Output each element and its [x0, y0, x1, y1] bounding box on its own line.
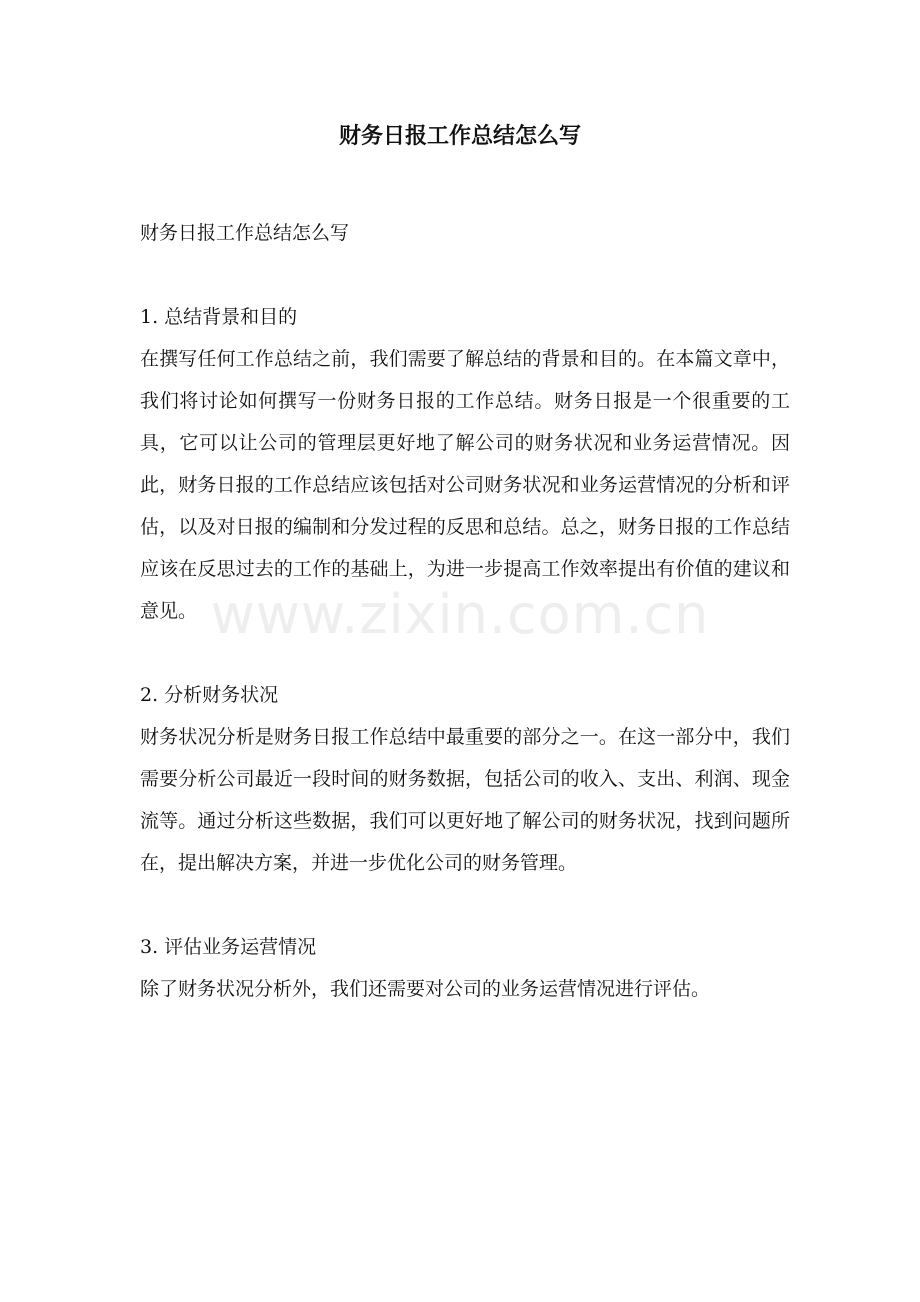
document-title: 财务日报工作总结怎么写	[338, 123, 581, 149]
section-financial-analysis	[140, 674, 790, 884]
section-heading: 1. 总结背景和目的	[140, 306, 298, 328]
section-heading: 2. 分析财务状况	[140, 684, 279, 706]
section-body: 财务状况分析是财务日报工作总结中最重要的部分之一。在这一部分中，我们需要分析公司最近一段时间的财务数据，包括公司的收入、支出、利润、现金流等。通过分析这些数据，我们可以更好地了解公司的财务状况，找到问题所在，提出解决方案，并进一步优化公司的财务管理。	[140, 726, 790, 874]
section-background-purpose	[140, 296, 790, 632]
section-body: 除了财务状况分析外，我们还需要对公司的业务运营情况进行评估。	[140, 978, 711, 1000]
section-operations-evaluation	[140, 926, 790, 1010]
section-body: 在撰写任何工作总结之前，我们需要了解总结的背景和目的。在本篇文章中，我们将讨论如何撰写一份财务日报的工作总结。财务日报是一个很重要的工具，它可以让公司的管理层更好地了解公司的财务状况和业务运营情况。因此，财务日报的工作总结应该包括对公司财务状况和业务运营情况的分析和评估，以及对日报的编制和分发过程的反思和总结。总之，财务日报的工作总结应该在反思过去的工作的基础上，为进一步提高工作效率提出有价值的建议和意见。	[140, 348, 790, 622]
document-subtitle: 财务日报工作总结怎么写	[140, 222, 350, 244]
watermark-text: www.zixin.com.cn	[210, 583, 710, 646]
document-content	[140, 212, 790, 1052]
section-heading: 3. 评估业务运营情况	[140, 936, 317, 958]
